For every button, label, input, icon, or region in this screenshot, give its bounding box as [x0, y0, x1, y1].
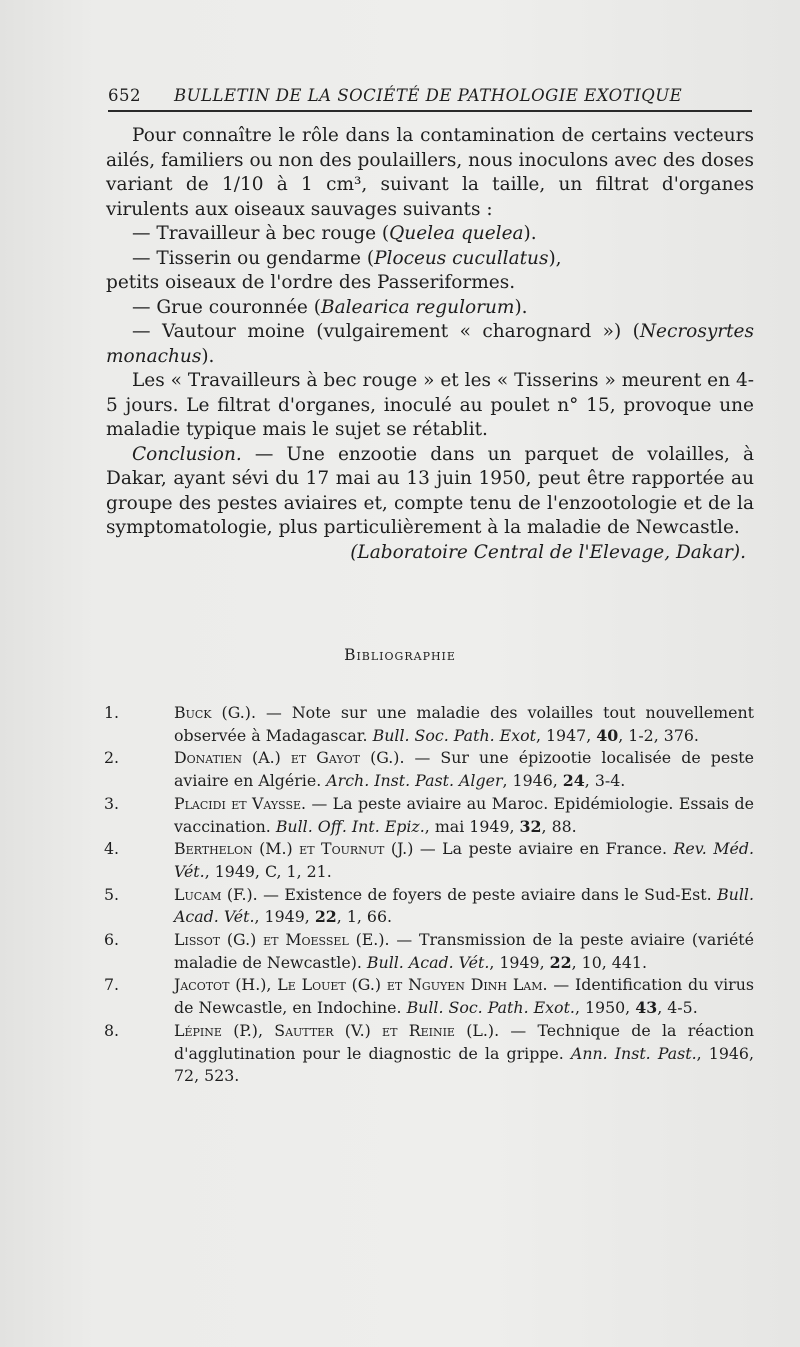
reference-number: 7. [104, 975, 120, 995]
reference-volume: 22 [549, 952, 572, 972]
bibliography-entry [104, 884, 754, 929]
text-span: ). [201, 345, 215, 367]
reference-authors: Jacotot (H.), Le Louet (G.) et Nguyen Dinh Lam. [174, 975, 548, 995]
running-header [108, 80, 753, 112]
reference-volume: 24 [562, 771, 585, 791]
paragraph-intro: Pour connaître le rôle dans la contamination de certains vecteurs ailés, familiers ou non des poulaillers, nous inoculons avec des doses variant de 1/10 à 1 cm³, suivant la taille, un filtrat d'organes virulents aux oiseaux sauvages suivants : [106, 125, 754, 220]
reference-pages: , 1-2, 376. [618, 725, 699, 745]
bibliography-entry [104, 793, 754, 838]
bibliography-list [104, 702, 754, 1088]
text-span: ), [548, 247, 562, 269]
bibliography-entry [104, 1020, 754, 1088]
reference-text: — La peste aviaire au Maroc. Epidémiologie. Essais de vaccination. [174, 793, 755, 836]
reference-pages: , 1, 66. [336, 907, 393, 927]
bibliography-entry [104, 838, 754, 883]
bird-item-3 [106, 296, 754, 321]
reference-authors: Lucam (F.). [174, 884, 258, 904]
article-body [106, 124, 754, 565]
reference-details: , 1947, [535, 725, 597, 745]
bird-item-2-continuation: petits oiseaux de l'ordre des Passeriformes. [106, 272, 516, 293]
reference-pages: , 88. [541, 816, 577, 836]
text-span: — Vautour moine (vulgairement « charognard ») ( [132, 321, 640, 342]
text-span: — Grue couronnée ( [132, 296, 321, 318]
reference-text: — Transmission de la peste aviaire (variété maladie de Newcastle). [174, 930, 754, 972]
reference-journal: Bull. Soc. Path. Exot. [406, 998, 575, 1018]
reference-authors: Lissot (G.) et Moessel (E.). [174, 930, 390, 950]
reference-authors: Berthelon (M.) et Tournut (J.) [174, 839, 414, 859]
reference-number: 8. [104, 1020, 120, 1040]
reference-journal: Bull. Off. Int. Epiz. [275, 816, 425, 836]
reference-number: 1. [104, 703, 120, 722]
reference-pages: , 3-4. [584, 771, 626, 791]
reference-journal: Bull. Acad. Vét. [366, 952, 490, 972]
reference-pages: , 4-5. [657, 998, 698, 1018]
laboratory-signature: (Laboratoire Central de l'Elevage, Dakar). [350, 541, 746, 563]
reference-details: , mai 1949, [424, 816, 520, 836]
reference-text: — Technique de la réaction d'agglutination pour le diagnostic de la grippe. [174, 1020, 754, 1063]
reference-text: — La peste aviaire en France. [413, 839, 674, 859]
paragraph-results: Les « Travailleurs à bec rouge » et les « Tisserins » meurent en 4-5 jours. Le filtrat d'organes, inoculé au poulet n° 15, provoque une maladie typique mais le sujet se rétablit. [106, 370, 754, 440]
reference-number: 3. [104, 793, 120, 813]
reference-authors: Donatien (A.) et Gayot (G.). [174, 748, 405, 768]
bird-item-1 [106, 222, 754, 247]
reference-details: , 1950, [574, 998, 636, 1018]
reference-details: , 1946, 72, 523. [174, 1043, 754, 1086]
reference-text: — Identification du virus de Newcastle, en Indochine. [174, 975, 755, 1018]
reference-text: — Existence de foyers de peste aviaire dans le Sud-Est. [257, 884, 718, 904]
conclusion-label: Conclusion. [132, 443, 242, 465]
page-number: 652 [108, 86, 141, 105]
reference-number: 6. [104, 930, 120, 950]
reference-pages: , 10, 441. [571, 952, 647, 972]
species-name: Quelea quelea [389, 223, 524, 244]
bird-item-4 [106, 320, 754, 369]
bibliography-entry [104, 747, 754, 792]
reference-authors: Buck (G.). [174, 703, 256, 722]
reference-details: , 1949, [489, 952, 550, 972]
journal-title: BULLETIN DE LA SOCIÉTÉ DE PATHOLOGIE EXOTIQUE [174, 86, 683, 105]
reference-number: 5. [104, 884, 120, 904]
reference-details: , 1949, [254, 907, 315, 927]
reference-journal: Bull. Soc. Path. Exot [372, 725, 536, 745]
reference-journal: Rev. Méd. Vét. [174, 839, 754, 881]
reference-volume: 43 [635, 998, 658, 1018]
reference-journal: Bull. Acad. Vét. [174, 884, 754, 927]
reference-volume: 40 [596, 725, 619, 745]
reference-details: , 1949, C, 1, 21. [204, 861, 332, 881]
reference-text: — Note sur une maladie des volailles tout nouvellement observée à Madagascar. [174, 703, 754, 745]
conclusion-text: — Une enzootie dans un parquet de volailles, à Dakar, ayant sévi du 17 mai au 13 juin 1950, peut être rapportée au groupe des pestes aviaires et, compte tenu de l'enzootologie et de la symptomatologie, plus particulièrement à la maladie de Newcastle. [106, 443, 754, 538]
reference-volume: 22 [314, 907, 337, 927]
header-rule [108, 110, 752, 112]
bibliography-title: Bibliographie [344, 646, 456, 664]
species-name: Balearica regulorum [320, 296, 515, 318]
species-name: Necrosyrtes monachus [106, 321, 754, 367]
text-span: ). [514, 296, 528, 318]
reference-journal: Arch. Inst. Past. Alger [326, 771, 503, 791]
reference-text: — Sur une épizootie localisée de peste aviaire en Algérie. [174, 748, 754, 791]
paragraph-conclusion [106, 443, 754, 541]
bibliography-entry [104, 702, 754, 747]
text-span: — Travailleur à bec rouge ( [132, 223, 390, 244]
reference-journal: Ann. Inst. Past. [570, 1043, 697, 1063]
reference-number: 4. [104, 839, 120, 859]
species-name: Ploceus cucullatus [374, 247, 549, 269]
reference-number: 2. [104, 748, 120, 768]
reference-volume: 32 [519, 816, 542, 836]
text-span: — Tisserin ou gendarme ( [132, 247, 375, 269]
bird-item-2 [106, 247, 754, 272]
reference-details: , 1946, [502, 771, 563, 791]
reference-authors: Placidi et Vaysse. [174, 793, 307, 813]
reference-authors: Lépine (P.), Sautter (V.) et Reinie (L.). [174, 1020, 500, 1040]
bibliography-entry [104, 974, 754, 1019]
bibliography-entry [104, 929, 754, 974]
text-span: ). [523, 223, 537, 244]
